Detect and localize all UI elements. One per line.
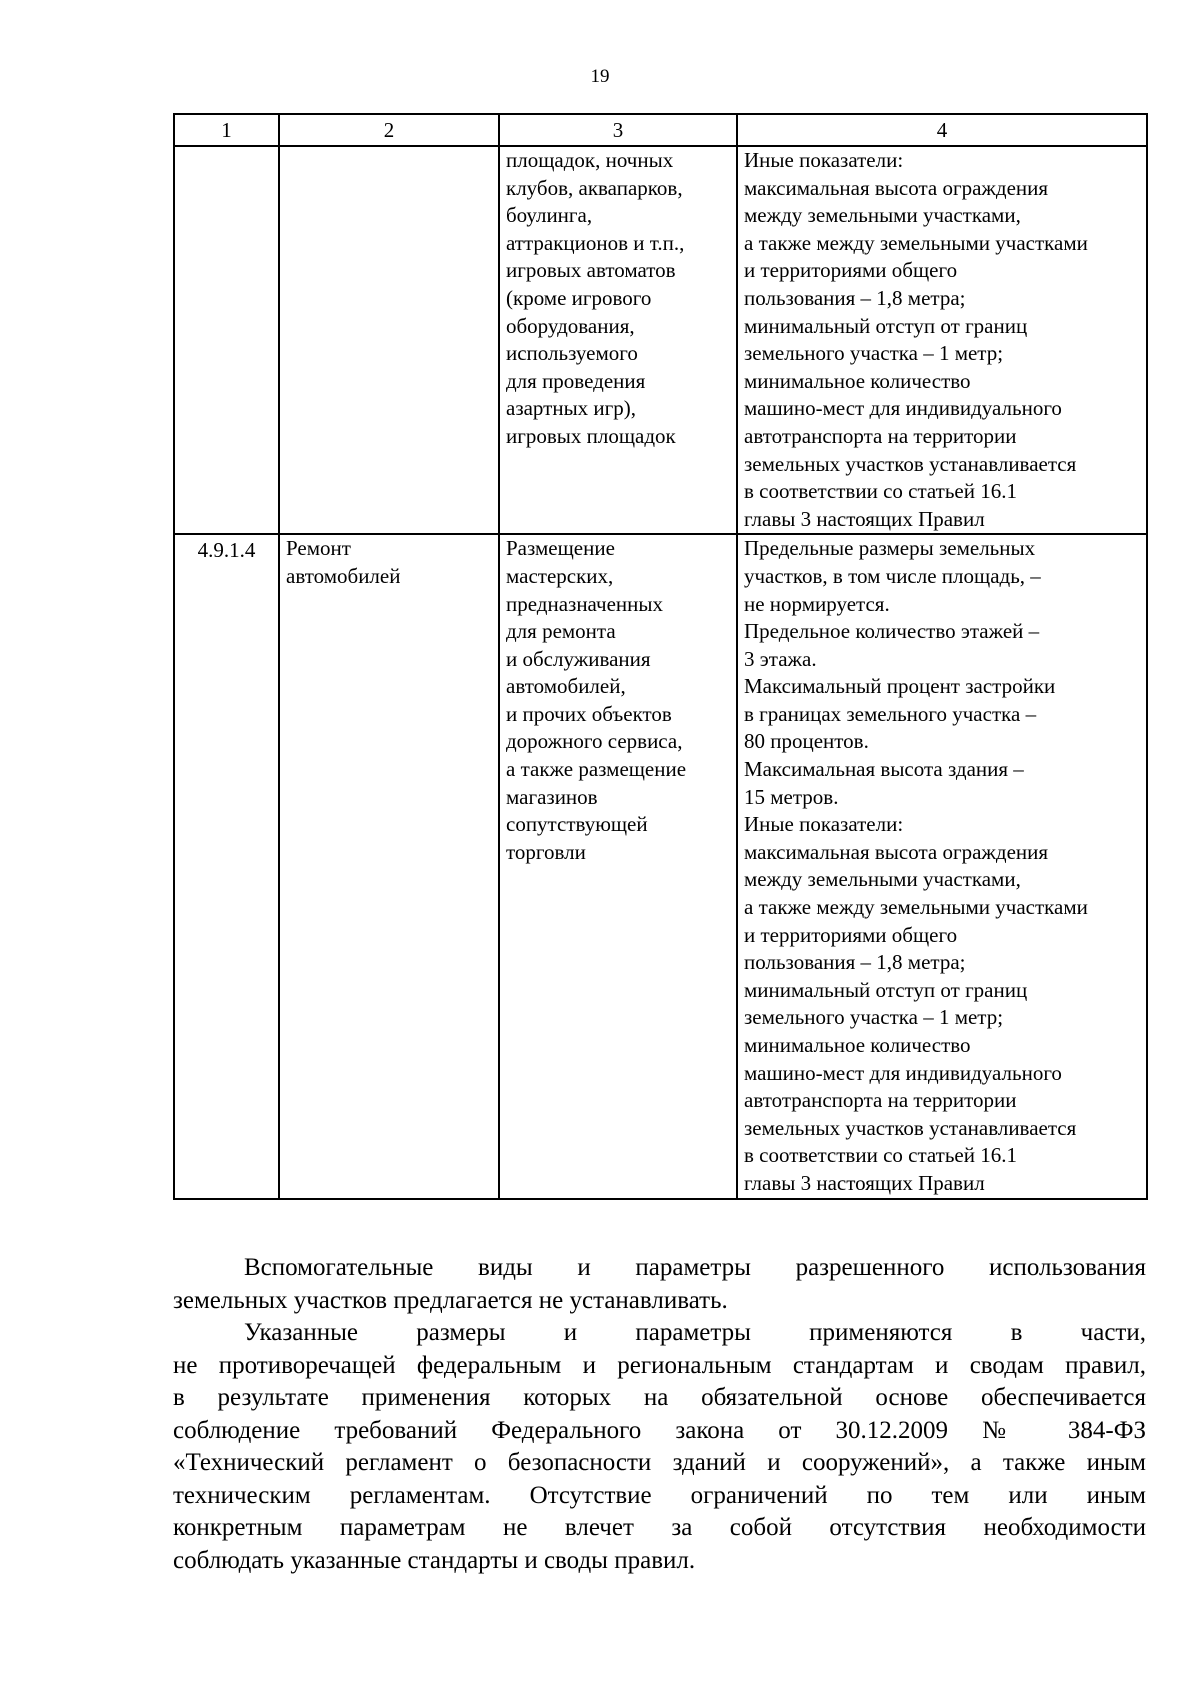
cell-line: аттракционов и т.п., <box>506 230 685 255</box>
cell-line: а также между земельными участками <box>744 895 1088 920</box>
cell-line: Максимальная высота здания – <box>744 757 1024 782</box>
cell-line: в соответствии со статьей 16.1 <box>744 1143 1017 1168</box>
cell-line: а также размещение <box>506 757 687 782</box>
cell-line: используемого <box>506 341 638 366</box>
cell-line: минимальный отступ от границ <box>744 313 1028 338</box>
cell-line: между земельными участками, <box>744 203 1021 228</box>
paragraph-line: земельных участков предлагается не устанавливать. <box>173 1286 728 1314</box>
cell-line: оборудования, <box>506 313 635 338</box>
cell-line: игровых площадок <box>506 423 676 448</box>
paragraph-line: не противоречащей федеральным и региональным стандартам и сводам правил, <box>173 1351 1146 1379</box>
cell-line: Максимальный процент застройки <box>744 674 1056 699</box>
code-cell: 4.9.1.4 <box>174 534 279 1198</box>
cell-line: и территориями общего <box>744 922 958 947</box>
paragraph <box>173 1252 1146 1317</box>
paragraph-line: конкретным параметрам не влечет за собой отсутствия необходимости <box>173 1514 1146 1541</box>
cell-line: предназначенных <box>506 591 664 616</box>
cell-line: и прочих объектов <box>506 701 672 726</box>
cell-line: Предельное количество этажей – <box>744 619 1040 644</box>
parameters-cell <box>737 534 1147 1198</box>
name-cell <box>279 146 499 534</box>
column-header: 1 <box>174 114 279 146</box>
cell-line: пользования – 1,8 метра; <box>744 285 966 310</box>
paragraph-line: соблюдать указанные стандарты и своды правил. <box>173 1546 696 1574</box>
cell-line: и обслуживания <box>506 646 651 671</box>
cell-line: участков, в том числе площадь, – <box>744 563 1041 588</box>
column-header: 4 <box>737 114 1147 146</box>
column-header: 2 <box>279 114 499 146</box>
cell-line: Иные показатели: <box>744 812 904 837</box>
paragraph-line: Указанные размеры и параметры применяются в части, <box>244 1319 1146 1346</box>
page-number: 19 <box>590 66 610 87</box>
cell-line: пользования – 1,8 метра; <box>744 950 966 975</box>
cell-line: минимальное количество <box>744 1033 971 1057</box>
cell-line: мастерских, <box>506 563 614 588</box>
cell-line: автотранспорта на территории <box>744 423 1017 448</box>
cell-line: земельных участков устанавливается <box>744 1115 1077 1140</box>
cell-line: максимальная высота ограждения <box>744 175 1049 200</box>
cell-line: машино-мест для индивидуального <box>744 396 1062 421</box>
cell-line: 15 метров. <box>744 784 839 809</box>
table-row <box>174 146 1147 534</box>
body-text <box>173 1252 1146 1577</box>
cell-line: земельных участков устанавливается <box>744 451 1077 476</box>
name-cell <box>279 534 499 1198</box>
cell-line: дорожного сервиса, <box>506 729 683 754</box>
cell-line: для проведения <box>506 368 646 393</box>
cell-line: 80 процентов. <box>744 729 869 754</box>
cell-line: Размещение <box>506 536 615 561</box>
cell-line: между земельными участками, <box>744 867 1021 892</box>
cell-line: машино-мест для индивидуального <box>744 1060 1062 1085</box>
code-cell <box>174 146 279 534</box>
paragraph <box>173 1317 1146 1577</box>
cell-line: в соответствии со статьей 16.1 <box>744 479 1017 504</box>
column-header: 3 <box>499 114 737 146</box>
cell-line: 3 этажа. <box>744 646 817 671</box>
paragraph-line: Вспомогательные виды и параметры разрешенного использования <box>244 1254 1146 1281</box>
cell-line: максимальная высота ограждения <box>744 839 1049 864</box>
table-row <box>174 534 1147 1198</box>
cell-line: торговли <box>506 839 586 864</box>
cell-line: автомобилей <box>286 563 401 588</box>
cell-line: сопутствующей <box>506 812 648 837</box>
paragraph-line: соблюдение требований Федерального закона от 30.12.2009 № 384-ФЗ <box>173 1416 1146 1444</box>
cell-line: главы 3 настоящих Правил <box>744 1170 985 1195</box>
cell-line: земельного участка – 1 метр; <box>744 1005 1004 1030</box>
cell-line: Иные показатели: <box>744 148 904 172</box>
cell-line: главы 3 настоящих Правил <box>744 506 985 531</box>
cell-line: (кроме игрового <box>506 285 652 310</box>
paragraph-line: в результате применения которых на обязательной основе обеспечивается <box>173 1384 1146 1411</box>
cell-line: автотранспорта на территории <box>744 1088 1017 1113</box>
cell-line: Ремонт <box>286 536 351 561</box>
cell-line: и территориями общего <box>744 258 958 283</box>
cell-line: автомобилей, <box>506 674 626 699</box>
paragraph-line: техническим регламентам. Отсутствие ограничений по тем или иным <box>173 1481 1146 1509</box>
table-header-row <box>174 114 1147 146</box>
cell-line: для ремонта <box>506 619 616 644</box>
parameters-cell <box>737 146 1147 534</box>
paragraph-line: «Технический регламент о безопасности зданий и сооружений», а также иным <box>173 1449 1146 1476</box>
cell-line: Предельные размеры земельных <box>744 536 1036 561</box>
cell-line: минимальный отступ от границ <box>744 977 1028 1002</box>
land-use-table <box>173 113 1148 1200</box>
cell-line: боулинга, <box>506 203 593 228</box>
cell-line: земельного участка – 1 метр; <box>744 341 1004 366</box>
cell-line: минимальное количество <box>744 368 971 393</box>
cell-line: а также между земельными участками <box>744 230 1088 255</box>
cell-line: клубов, аквапарков, <box>506 175 683 200</box>
cell-line: в границах земельного участка – <box>744 701 1037 726</box>
cell-line: магазинов <box>506 784 598 809</box>
description-cell <box>499 534 737 1198</box>
cell-line: площадок, ночных <box>506 148 674 172</box>
cell-line: не нормируется. <box>744 591 890 616</box>
cell-line: азартных игр), <box>506 396 637 421</box>
description-cell <box>499 146 737 534</box>
cell-line: игровых автоматов <box>506 258 676 283</box>
